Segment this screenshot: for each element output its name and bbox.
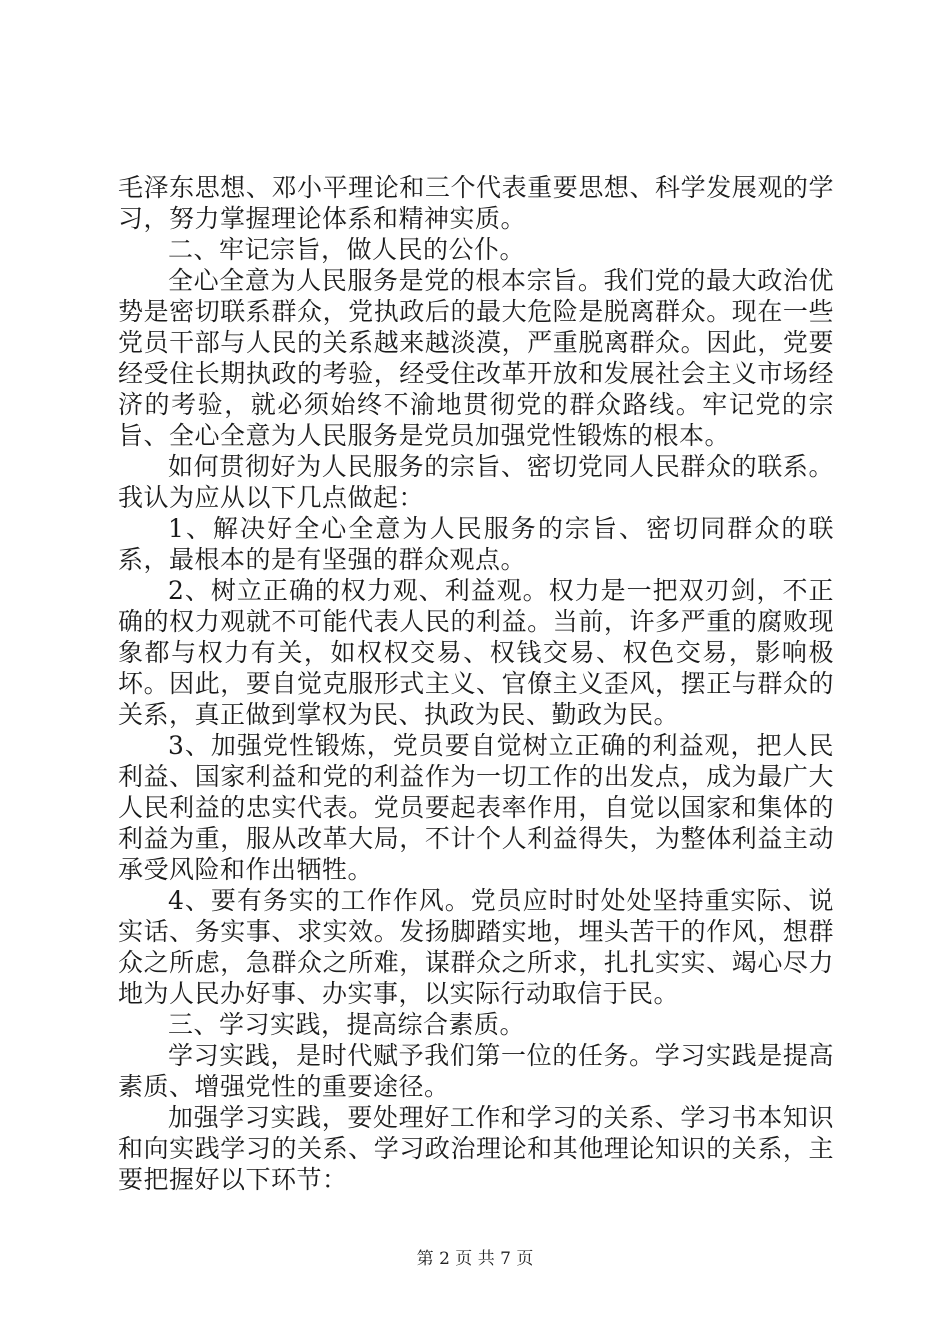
paragraph-10: 学习实践，是时代赋予我们第一位的任务。学习实践是提高素质、增强党性的重要途径。 <box>118 1041 834 1101</box>
page-number-footer: 第 2 页 共 7 页 <box>416 1249 534 1269</box>
list-item-2: 2、树立正确的权力观、利益观。权力是一把双刃剑，不正确的权力观就不可能代表人民的利益。当前，许多严重的腐败现象都与权力有关，如权权交易、权钱交易、权色交易，影响极坏。因此，要自觉克服形式主义、官僚主义歪风，摆正与群众的关系，真正做到掌权为民、执政为民、勤政为民。 <box>118 576 834 729</box>
section-heading-2: 二、牢记宗旨，做人民的公仆。 <box>168 235 526 264</box>
paragraph-1: 毛泽东思想、邓小平理论和三个代表重要思想、科学发展观的学习，努力掌握理论体系和精神实质。 <box>118 173 834 233</box>
paragraph-11: 加强学习实践，要处理好工作和学习的关系、学习书本知识和向实践学习的关系、学习政治理论和其他理论知识的关系，主要把握好以下环节： <box>118 1103 834 1194</box>
document-body <box>118 172 834 1195</box>
paragraph-3: 全心全意为人民服务是党的根本宗旨。我们党的最大政治优势是密切联系群众，党执政后的最大危险是脱离群众。现在一些党员干部与人民的关系越来越淡漠，严重脱离群众。因此，党要经受住长期执政的考验，经受住改革开放和发展社会主义市场经济的考验，就必须始终不渝地贯彻党的群众路线。牢记党的宗旨、全心全意为人民服务是党员加强党性锻炼的根本。 <box>118 266 834 450</box>
list-item-3: 3、加强党性锻炼，党员要自觉树立正确的利益观，把人民利益、国家利益和党的利益作为一切工作的出发点，成为最广大人民利益的忠实代表。党员要起表率作用，自觉以国家和集体的利益为重，服从改革大局，不计个人利益得失，为整体利益主动承受风险和作出牺牲。 <box>118 731 834 884</box>
list-item-4: 4、要有务实的工作作风。党员应时时处处坚持重实际、说实话、务实事、求实效。发扬脚踏实地，埋头苦干的作风，想群众之所虑，急群众之所难，谋群众之所求，扎扎实实、竭心尽力地为人民办好事、办实事，以实际行动取信于民。 <box>118 886 834 1008</box>
section-heading-3: 三、学习实践，提高综合素质。 <box>168 1010 526 1039</box>
list-item-1: 1、解决好全心全意为人民服务的宗旨、密切同群众的联系，最根本的是有坚强的群众观点。 <box>118 514 834 574</box>
paragraph-4: 如何贯彻好为人民服务的宗旨、密切党同人民群众的联系。我认为应从以下几点做起： <box>118 452 834 512</box>
